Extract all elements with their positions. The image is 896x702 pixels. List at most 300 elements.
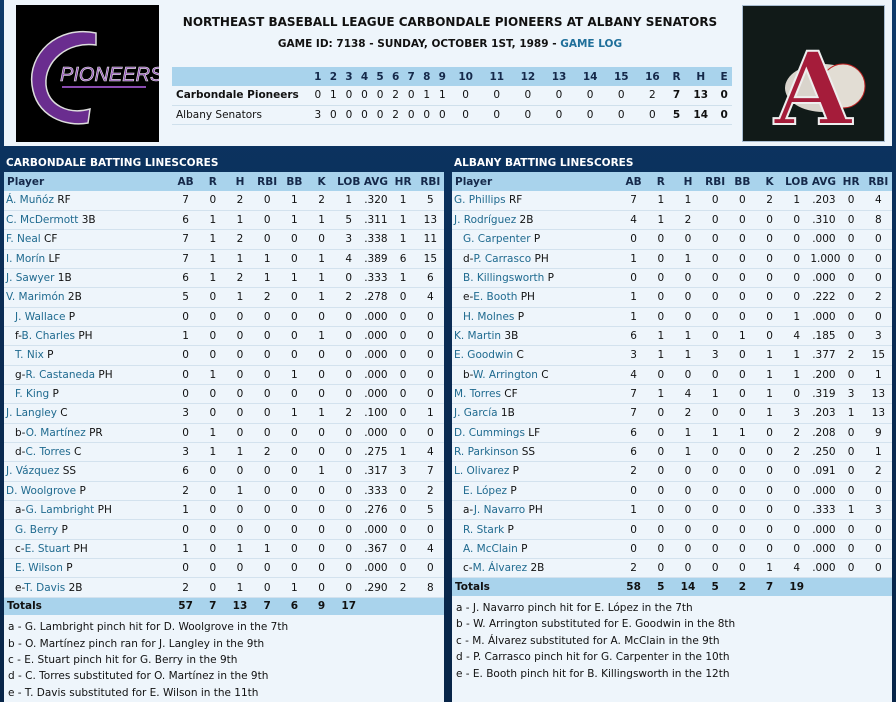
player-link[interactable]: C. McDermott [6, 214, 79, 227]
stat-cell: 4 [783, 559, 810, 578]
stat-cell: 0 [865, 539, 892, 558]
player-link[interactable]: O. Martínez [25, 426, 86, 439]
inning-score: 0 [341, 105, 357, 124]
stat-cell: 0 [199, 288, 226, 307]
stat-cell: 0 [647, 268, 674, 287]
player-link[interactable]: B. Killingsworth [463, 272, 545, 285]
table-row [4, 210, 444, 229]
player-link[interactable]: J. Vázquez [6, 465, 60, 478]
player-cell [4, 501, 172, 520]
player-link[interactable]: E. Booth [473, 291, 518, 304]
totals-cell: 5 [647, 578, 674, 596]
column-header: H [674, 172, 701, 191]
stat-cell: 0 [674, 288, 701, 307]
stat-cell: 1 [674, 326, 701, 345]
section-title: ALBANY BATTING LINESCORES [454, 157, 634, 169]
position: P [504, 523, 514, 536]
stat-cell: 0 [335, 423, 362, 442]
stat-cell: 1 [838, 501, 865, 520]
game-log-link[interactable]: GAME LOG [560, 38, 623, 50]
stat-cell: 1 [199, 230, 226, 249]
inning-score: 3 [310, 105, 326, 124]
stat-cell: 1 [226, 442, 253, 461]
position: PH [525, 504, 543, 517]
stat-cell: 0 [702, 559, 729, 578]
stat-cell: .317 [362, 462, 389, 481]
stat-cell: 1 [308, 210, 335, 229]
column-header: Player [4, 172, 172, 191]
stat-cell: 0 [254, 230, 281, 249]
stat-cell: 0 [674, 501, 701, 520]
player-link[interactable]: T. Nix [15, 349, 44, 362]
stat-cell: 0 [226, 462, 253, 481]
stat-cell: 1 [308, 404, 335, 423]
stat-cell: 1 [647, 384, 674, 403]
player-link[interactable]: D. Woolgrove [6, 484, 77, 497]
totals-cell: 7 [756, 578, 783, 596]
stat-cell: 0 [281, 249, 308, 268]
column-header: RBI [254, 172, 281, 191]
total-e: 0 [716, 105, 732, 124]
stat-cell: 0 [281, 559, 308, 578]
player-link[interactable]: G. Phillips [454, 194, 506, 207]
player-link[interactable]: E. Goodwin [454, 349, 514, 362]
stat-cell: 0 [783, 462, 810, 481]
player-cell [452, 191, 620, 210]
stat-cell: 1 [308, 326, 335, 345]
stat-cell: 0 [674, 539, 701, 558]
position: LF [524, 426, 541, 439]
stat-cell: 0 [729, 365, 756, 384]
stat-cell: 1 [199, 442, 226, 461]
stat-cell: 0 [620, 539, 647, 558]
totals-cell: 57 [172, 597, 199, 615]
stat-cell: .000 [362, 326, 389, 345]
table-row [4, 249, 444, 268]
stat-cell: 1 [865, 442, 892, 461]
totals-cell [838, 578, 865, 596]
stat-cell: 0 [254, 210, 281, 229]
stat-cell: 0 [254, 423, 281, 442]
stat-cell: 0 [281, 307, 308, 326]
player-cell [452, 230, 620, 249]
stat-cell: 0 [308, 539, 335, 558]
stat-cell: 0 [783, 249, 810, 268]
stat-cell: 0 [865, 559, 892, 578]
inning-score: 0 [575, 86, 606, 105]
stat-cell: 0 [865, 520, 892, 539]
stat-cell: .333 [362, 481, 389, 500]
stat-cell: 4 [417, 442, 444, 461]
note-item: b - W. Arrington substituted for E. Goodwin in the 8th [456, 618, 736, 631]
stat-cell: 1 [702, 384, 729, 403]
stat-cell: 0 [254, 191, 281, 210]
stat-cell: 0 [674, 268, 701, 287]
stat-cell: 0 [702, 481, 729, 500]
stat-cell: 0 [647, 501, 674, 520]
player-link[interactable]: E. Wilson [15, 562, 63, 575]
stat-cell: 0 [281, 481, 308, 500]
position: P [65, 310, 76, 323]
sub-marker: d- [15, 446, 26, 459]
player-link[interactable]: F. Neal [6, 233, 41, 246]
stat-cell: 0 [702, 249, 729, 268]
stat-cell: 0 [783, 230, 810, 249]
stat-cell: 0 [756, 249, 783, 268]
totals-row [452, 578, 892, 596]
linescore-column-header: 15 [606, 67, 637, 86]
stat-cell: 0 [647, 539, 674, 558]
stat-cell: 0 [172, 520, 199, 539]
stat-cell: 0 [838, 481, 865, 500]
inning-score: 0 [310, 86, 326, 105]
stat-cell: 3 [390, 462, 417, 481]
table-row [4, 346, 444, 365]
table-row [452, 520, 892, 539]
column-header: K [756, 172, 783, 191]
stat-cell: 1 [783, 191, 810, 210]
stat-cell: 0 [729, 288, 756, 307]
player-link[interactable]: T. Davis [24, 581, 66, 594]
carbondale-batting-panel [4, 150, 444, 702]
player-link[interactable]: K. Martin [454, 330, 502, 343]
player-link[interactable]: W. Arrington [473, 368, 538, 381]
stat-cell: 0 [783, 288, 810, 307]
inning-score: 0 [606, 86, 637, 105]
stat-cell: 2 [417, 481, 444, 500]
stat-cell: 0 [783, 210, 810, 229]
team-name: Albany Senators [172, 105, 310, 124]
player-cell [4, 288, 172, 307]
stat-cell: 0 [647, 559, 674, 578]
stat-cell: 0 [756, 539, 783, 558]
position: 2B [65, 581, 83, 594]
linescore-row [172, 105, 732, 124]
inning-score: 0 [341, 86, 357, 105]
stat-cell: 0 [254, 346, 281, 365]
stat-cell: 0 [838, 539, 865, 558]
stat-cell: 0 [838, 559, 865, 578]
stat-cell: 0 [702, 520, 729, 539]
inning-score: 1 [326, 86, 342, 105]
stat-cell: 0 [226, 365, 253, 384]
player-link[interactable]: A. McClain [463, 542, 518, 555]
stat-cell: 1 [620, 249, 647, 268]
stat-cell: 0 [674, 520, 701, 539]
player-link[interactable]: J. García [454, 407, 498, 420]
stat-cell: 0 [756, 326, 783, 345]
player-link[interactable]: H. Molnes [463, 310, 515, 323]
stat-cell: 5 [417, 501, 444, 520]
stat-cell: 0 [199, 462, 226, 481]
stat-cell: 0 [729, 307, 756, 326]
stat-cell: 8 [865, 210, 892, 229]
player-link[interactable]: M. Álvarez [472, 562, 528, 575]
stat-cell: 4 [417, 288, 444, 307]
stat-cell: 7 [172, 249, 199, 268]
totals-cell: 13 [226, 597, 253, 615]
stat-cell: 3 [620, 346, 647, 365]
player-link[interactable]: V. Marimón [6, 291, 65, 304]
inning-score: 2 [388, 86, 404, 105]
player-link[interactable]: R. Parkinson [454, 446, 519, 459]
stat-cell: 0 [417, 520, 444, 539]
stat-cell: 0 [417, 365, 444, 384]
stat-cell: 0 [390, 307, 417, 326]
stat-cell: 2 [254, 442, 281, 461]
player-cell [452, 346, 620, 365]
stat-cell: 0 [335, 481, 362, 500]
stat-cell: 1 [281, 210, 308, 229]
stat-cell: 0 [729, 539, 756, 558]
table-row [4, 520, 444, 539]
stat-cell: 0 [674, 307, 701, 326]
player-link[interactable]: G. Berry [15, 523, 59, 536]
position: 3B [78, 214, 96, 227]
stat-cell: .185 [810, 326, 837, 345]
stat-cell: 0 [390, 501, 417, 520]
inning-score: 0 [575, 105, 606, 124]
player-link[interactable]: M. Torres [454, 388, 501, 401]
stat-cell: 0 [417, 559, 444, 578]
stat-cell: 4 [865, 191, 892, 210]
player-link[interactable]: C. Torres [25, 446, 71, 459]
stat-cell: 0 [838, 268, 865, 287]
linescore-column-header: 11 [481, 67, 512, 86]
note-item: b - O. Martínez pinch ran for J. Langley in the 9th [8, 637, 265, 650]
stat-cell: 1 [674, 249, 701, 268]
stat-cell: 0 [647, 249, 674, 268]
inning-score: 0 [543, 86, 574, 105]
total-e: 0 [716, 86, 732, 105]
stat-cell: 0 [254, 462, 281, 481]
stat-cell: .311 [362, 210, 389, 229]
stat-cell: 0 [308, 559, 335, 578]
stat-cell: 0 [865, 249, 892, 268]
stat-cell: 0 [281, 462, 308, 481]
stat-cell: 0 [729, 191, 756, 210]
stat-cell: 4 [335, 249, 362, 268]
stat-cell: 0 [254, 404, 281, 423]
stat-cell: 0 [838, 249, 865, 268]
total-h: 13 [685, 86, 716, 105]
player-cell [4, 326, 172, 345]
player-cell [4, 346, 172, 365]
stat-cell: 0 [254, 501, 281, 520]
position: 2B [516, 214, 534, 227]
stat-cell: 0 [417, 423, 444, 442]
stat-cell: 2 [390, 578, 417, 597]
position: RF [53, 194, 71, 207]
stat-cell: 1 [756, 365, 783, 384]
position: P [507, 484, 517, 497]
stat-cell: 0 [620, 230, 647, 249]
player-link[interactable]: F. King [15, 388, 50, 401]
stat-cell: 0 [281, 230, 308, 249]
stat-cell: 0 [281, 520, 308, 539]
totals-cell [810, 578, 837, 596]
stat-cell: 0 [647, 365, 674, 384]
player-link[interactable]: E. López [463, 484, 508, 497]
stat-cell: 1 [226, 210, 253, 229]
stat-cell: 0 [199, 307, 226, 326]
stat-cell: 4 [620, 365, 647, 384]
stat-cell: 1 [254, 539, 281, 558]
player-link[interactable]: E. Stuart [24, 542, 71, 555]
inning-score: 0 [481, 86, 512, 105]
total-h: 14 [685, 105, 716, 124]
stat-cell: 2 [838, 346, 865, 365]
player-link[interactable]: L. Olivarez [454, 465, 510, 478]
stat-cell: .000 [810, 307, 837, 326]
stat-cell: .000 [810, 268, 837, 287]
stat-cell: 1 [756, 559, 783, 578]
player-cell [452, 481, 620, 500]
stat-cell: 0 [335, 326, 362, 345]
stat-cell: 5 [335, 210, 362, 229]
player-link[interactable]: R. Castaneda [25, 368, 96, 381]
player-link[interactable]: J. Rodríguez [454, 214, 517, 227]
player-link[interactable]: R. Stark [463, 523, 505, 536]
table-row [452, 191, 892, 210]
player-cell [4, 384, 172, 403]
player-link[interactable]: J. Langley [6, 407, 57, 420]
stat-cell: 1 [783, 307, 810, 326]
player-link[interactable]: B. Charles [21, 330, 76, 343]
stat-cell: 0 [674, 462, 701, 481]
position: 1B [54, 272, 72, 285]
stat-cell: 1 [254, 268, 281, 287]
player-link[interactable]: P. Carrasco [473, 252, 532, 265]
position: P [76, 484, 86, 497]
player-link[interactable]: J. Wallace [15, 310, 66, 323]
table-row [4, 230, 444, 249]
stat-cell: 2 [172, 481, 199, 500]
stat-cell: 6 [620, 326, 647, 345]
position: PH [95, 368, 113, 381]
albany-batting-panel [452, 150, 892, 702]
stat-cell: 0 [281, 442, 308, 461]
stat-cell: 0 [390, 481, 417, 500]
position: SS [518, 446, 536, 459]
stat-cell: 0 [729, 230, 756, 249]
svg-text:A: A [774, 30, 852, 141]
stat-cell: 0 [702, 462, 729, 481]
stat-cell: 0 [647, 520, 674, 539]
stat-cell: 13 [417, 210, 444, 229]
table-row [452, 249, 892, 268]
stat-cell: 0 [335, 520, 362, 539]
table-row [452, 501, 892, 520]
stat-cell: 1 [674, 346, 701, 365]
stat-cell: 0 [783, 501, 810, 520]
stat-cell: .000 [810, 481, 837, 500]
player-cell [4, 404, 172, 423]
stat-cell: 0 [254, 481, 281, 500]
stat-cell: 13 [865, 384, 892, 403]
position: 2B [527, 562, 545, 575]
stat-cell: 1 [647, 210, 674, 229]
stat-cell: 0 [838, 462, 865, 481]
stat-cell: 2 [756, 191, 783, 210]
position: PH [75, 330, 93, 343]
stat-cell: 0 [308, 578, 335, 597]
linescore-column-header: 10 [450, 67, 481, 86]
player-cell [452, 442, 620, 461]
inning-score: 2 [637, 86, 668, 105]
stat-cell: 0 [729, 346, 756, 365]
player-link[interactable]: I. Morín [6, 252, 46, 265]
stat-cell: 0 [674, 365, 701, 384]
stat-cell: 0 [417, 307, 444, 326]
stat-cell: 2 [335, 288, 362, 307]
stat-cell: 2 [674, 404, 701, 423]
stat-cell: 2 [865, 288, 892, 307]
stat-cell: 0 [199, 326, 226, 345]
stat-cell: 1 [226, 288, 253, 307]
linescore-column-header: H [685, 67, 716, 86]
stat-cell: 1 [674, 191, 701, 210]
sub-marker: b- [15, 426, 26, 439]
position: C [70, 446, 82, 459]
table-row [4, 384, 444, 403]
stat-cell: 0 [254, 520, 281, 539]
totals-cell [362, 597, 389, 615]
table-row [452, 230, 892, 249]
stat-cell: 0 [417, 326, 444, 345]
stat-cell: 3 [865, 501, 892, 520]
stat-cell: .367 [362, 539, 389, 558]
player-link[interactable]: G. Lambright [25, 504, 95, 517]
position: 1B [497, 407, 515, 420]
player-cell [452, 307, 620, 326]
linescore-column-header: R [668, 67, 685, 86]
stat-cell: 0 [199, 559, 226, 578]
stat-cell: 1 [674, 423, 701, 442]
inning-score: 0 [435, 105, 451, 124]
table-row [4, 423, 444, 442]
player-link[interactable]: J. Sawyer [6, 272, 55, 285]
player-cell [4, 230, 172, 249]
stat-cell: 1 [702, 423, 729, 442]
player-link[interactable]: G. Carpenter [463, 233, 531, 246]
column-header: RBI [417, 172, 444, 191]
stat-cell: 3 [335, 230, 362, 249]
position: C [513, 349, 524, 362]
player-link[interactable]: J. Navarro [473, 504, 526, 517]
stat-cell: 6 [172, 210, 199, 229]
player-link[interactable]: Á. Muñóz [6, 194, 54, 207]
note-item: a - J. Navarro pinch hit for E. López in the 7th [456, 601, 693, 614]
totals-cell [390, 597, 417, 615]
table-row [452, 346, 892, 365]
stat-cell: 1 [281, 578, 308, 597]
stat-cell: 0 [702, 365, 729, 384]
table-row [4, 462, 444, 481]
stat-cell: 0 [390, 520, 417, 539]
player-cell [4, 307, 172, 326]
stat-cell: .000 [362, 520, 389, 539]
position: PH [94, 504, 112, 517]
stat-cell: 8 [417, 578, 444, 597]
stat-cell: 0 [281, 326, 308, 345]
table-row [452, 462, 892, 481]
stat-cell: 0 [254, 365, 281, 384]
stat-cell: 0 [647, 307, 674, 326]
player-cell [452, 268, 620, 287]
player-link[interactable]: D. Cummings [454, 426, 525, 439]
stat-cell: 0 [199, 481, 226, 500]
